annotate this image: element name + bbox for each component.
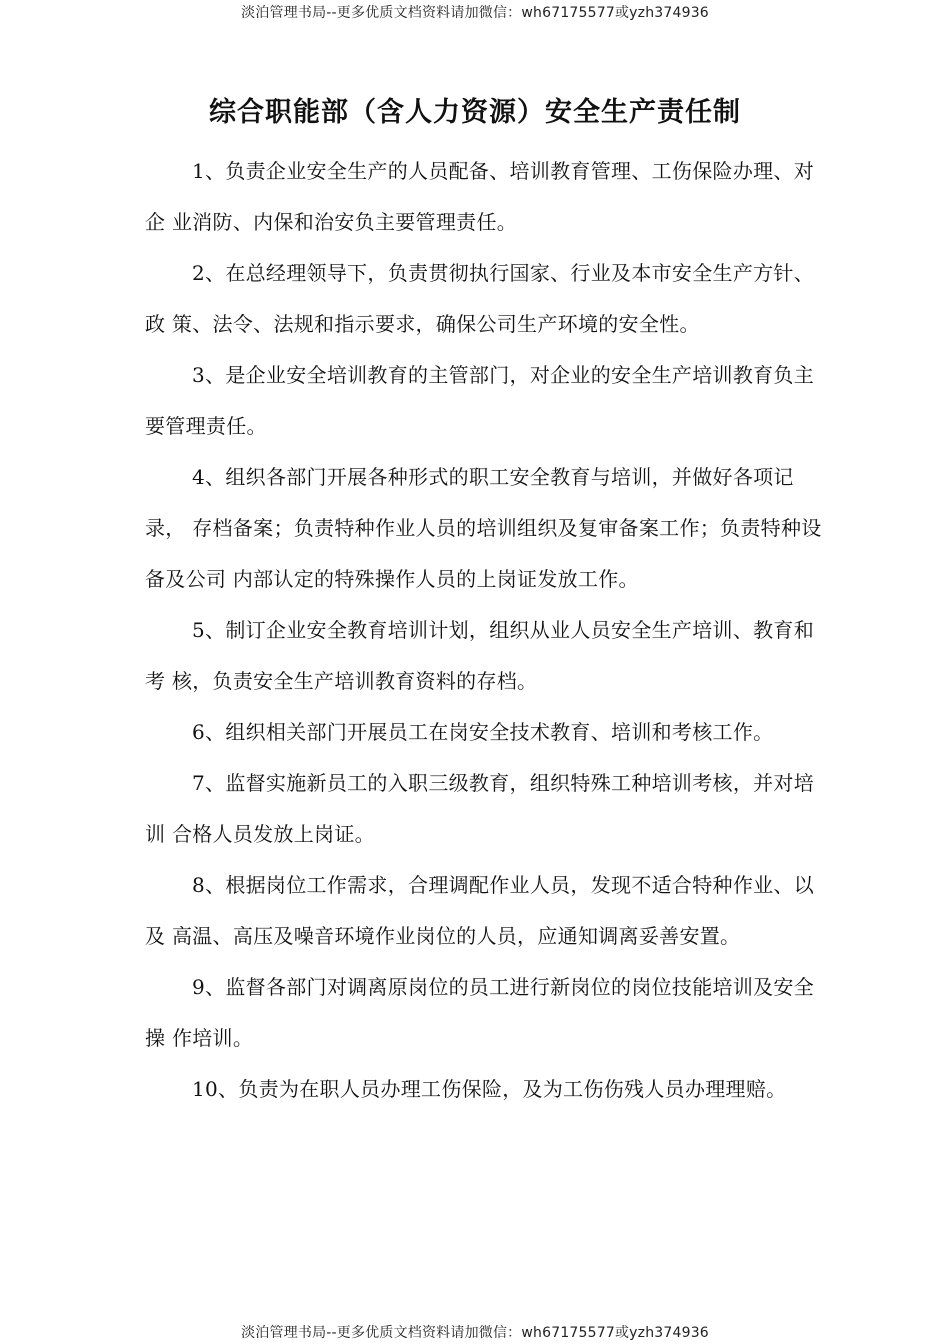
document-body <box>145 146 825 1115</box>
clause-5: 5、制订企业安全教育培训计划，组织从业人员安全生产培训、教育和考 核，负责安全生产培训教育资料的存档。 <box>145 618 815 693</box>
page-footer: 淡泊管理书局--更多优质文档资料请加微信：wh67175577或yzh374936 <box>241 1325 709 1341</box>
clause-8: 8、根据岗位工作需求，合理调配作业人员，发现不适合特种作业、以及 高温、高压及噪音环境作业岗位的人员，应通知调离妥善安置。 <box>145 873 815 948</box>
clause-9: 9、监督各部门对调离原岗位的员工进行新岗位的岗位技能培训及安全操 作培训。 <box>145 975 815 1050</box>
clause-7: 7、监督实施新员工的入职三级教育，组织特殊工种培训考核，并对培训 合格人员发放上岗证。 <box>145 771 815 846</box>
clause-1: 1、负责企业安全生产的人员配备、培训教育管理、工伤保险办理、对企 业消防、内保和治安负主要管理责任。 <box>145 159 815 234</box>
clause-3: 3、是企业安全培训教育的主管部门，对企业的安全生产培训教育负主要管理责任。 <box>145 363 815 438</box>
clause-2: 2、在总经理领导下，负责贯彻执行国家、行业及本市安全生产方针、政 策、法令、法规和指示要求，确保公司生产环境的安全性。 <box>145 261 815 336</box>
clause-10: 10、负责为在职人员办理工伤保险，及为工伤伤残人员办理理赔。 <box>192 1077 787 1101</box>
clause-4: 4、组织各部门开展各种形式的职工安全教育与培训，并做好各项记录， 存档备案；负责特种作业人员的培训组织及复审备案工作；负责特种设备及公司 内部认定的特殊操作人员的上岗证发放工作。 <box>145 465 822 591</box>
document-title: 综合职能部（含人力资源）安全生产责任制 <box>209 97 741 128</box>
clause-6: 6、组织相关部门开展员工在岗安全技术教育、培训和考核工作。 <box>192 720 774 744</box>
page-header: 淡泊管理书局--更多优质文档资料请加微信：wh67175577或yzh374936 <box>241 5 709 21</box>
